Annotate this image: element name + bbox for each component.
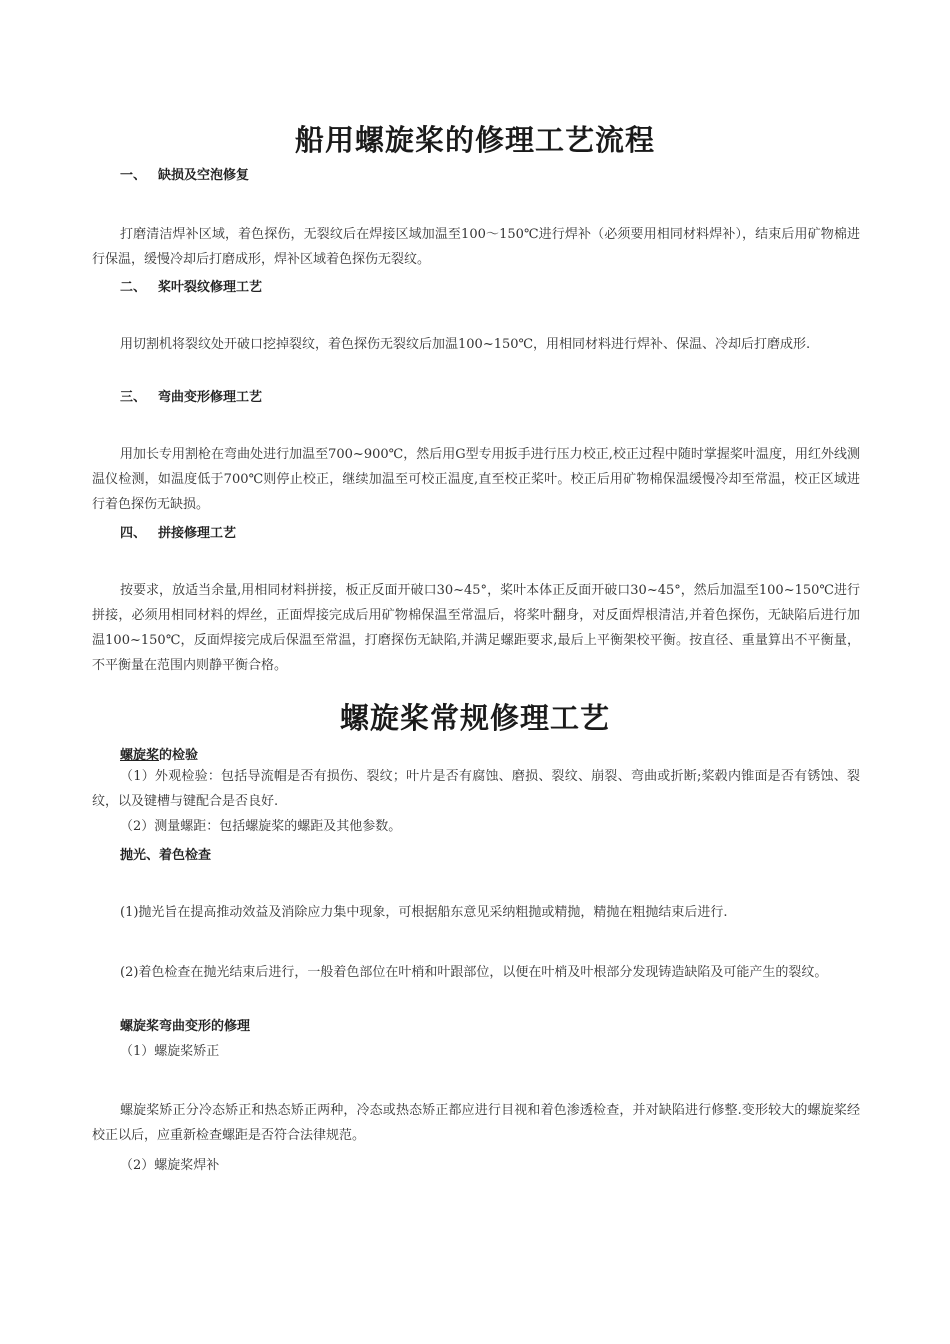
section-heading-3 bbox=[120, 386, 262, 405]
section-paragraph-1: 打磨清洁焊补区域，着色探伤，无裂纹后在焊接区域加温至100～150℃进行焊补（必须要用相同材料焊补），结束后用矿物棉进行保温，缓慢冷却后打磨成形，焊补区域着色探伤无裂纹。 bbox=[92, 227, 860, 267]
section-paragraph-4: 按要求，放适当余量,用相同材料拼接，板正反面开破口30~45°，桨叶本体正反面开破口30~45°，然后加温至100~150℃进行拼接，必须用相同材料的焊丝，正面焊接完成后用矿物棉保温至常温后，将桨叶翻身，对反面焊根清洁,并着色探伤，无缺陷后进行加温100~150℃，反面焊接完成后保温至常温，打磨探伤无缺陷,并满足螺距要求,最后上平衡架校平衡。按直径、重量算出不平衡量，不平衡量在范围内则静平衡合格。 bbox=[92, 583, 860, 673]
section-number: 三、 bbox=[120, 390, 147, 405]
section-number: 二、 bbox=[120, 280, 147, 295]
polish-paragraph-2: (2)着色检查在抛光结束后进行，一般着色部位在叶梢和叶跟部位，以便在叶梢及叶根部分发现铸造缺陷及可能产生的裂纹。 bbox=[120, 965, 828, 980]
section-heading-4 bbox=[120, 522, 236, 541]
correction-subheading: （1）螺旋桨矫正 bbox=[120, 1044, 220, 1059]
inspection-heading-rest: 的检验 bbox=[159, 748, 199, 763]
section-heading-2 bbox=[120, 276, 262, 295]
correction-paragraph: 螺旋桨矫正分冷态矫正和热态矫正两种，冷态或热态矫正都应进行目视和着色渗透检查，并对缺陷进行修整.变形较大的螺旋桨经校正以后，应重新检查螺距是否符合法律规范。 bbox=[92, 1103, 860, 1143]
inspection-heading-link: 螺旋桨 bbox=[120, 748, 160, 763]
section-paragraph-2: 用切割机将裂纹处开破口挖掉裂纹，着色探伤无裂纹后加温100~150℃，用相同材料进行焊补、保温、冷却后打磨成形. bbox=[120, 337, 811, 352]
inspection-paragraph-2: （2）测量螺距：包括螺旋桨的螺距及其他参数。 bbox=[120, 819, 402, 834]
welding-subheading: （2）螺旋桨焊补 bbox=[120, 1158, 220, 1173]
section-number: 四、 bbox=[120, 526, 147, 541]
section-title: 拼接修理工艺 bbox=[158, 526, 237, 541]
section-heading-1 bbox=[120, 164, 249, 183]
section-paragraph-3: 用加长专用割枪在弯曲处进行加温至700~900℃，然后用G型专用扳手进行压力校正,校正过程中随时掌握桨叶温度，用红外线测温仪检测，如温度低于700℃则停止校正，继续加温至可校正温度,直至校正桨叶。校正后用矿物棉保温缓慢冷却至常温，校正区域进行着色探伤无缺损。 bbox=[92, 447, 860, 512]
section-title: 缺损及空泡修复 bbox=[158, 168, 250, 183]
section-title: 桨叶裂纹修理工艺 bbox=[158, 280, 263, 295]
document-title-2: 螺旋桨常规修理工艺 bbox=[339, 701, 610, 735]
inspection-paragraph-1: （1）外观检验：包括导流帽是否有损伤、裂纹；叶片是否有腐蚀、磨损、裂纹、崩裂、弯曲或折断;桨毂内锥面是否有锈蚀、裂纹，以及键槽与键配合是否良好. bbox=[92, 769, 860, 809]
polish-paragraph-1: (1)抛光旨在提高推动效益及消除应力集中现象，可根据船东意见采纳粗抛或精抛，精抛在粗抛结束后进行. bbox=[120, 905, 728, 920]
polish-heading: 抛光、着色检查 bbox=[120, 848, 212, 863]
document-title: 船用螺旋桨的修理工艺流程 bbox=[294, 123, 655, 157]
bending-heading: 螺旋桨弯曲变形的修理 bbox=[120, 1019, 251, 1034]
section-title: 弯曲变形修理工艺 bbox=[158, 390, 263, 405]
inspection-heading bbox=[120, 744, 198, 763]
section-number: 一、 bbox=[120, 168, 147, 183]
